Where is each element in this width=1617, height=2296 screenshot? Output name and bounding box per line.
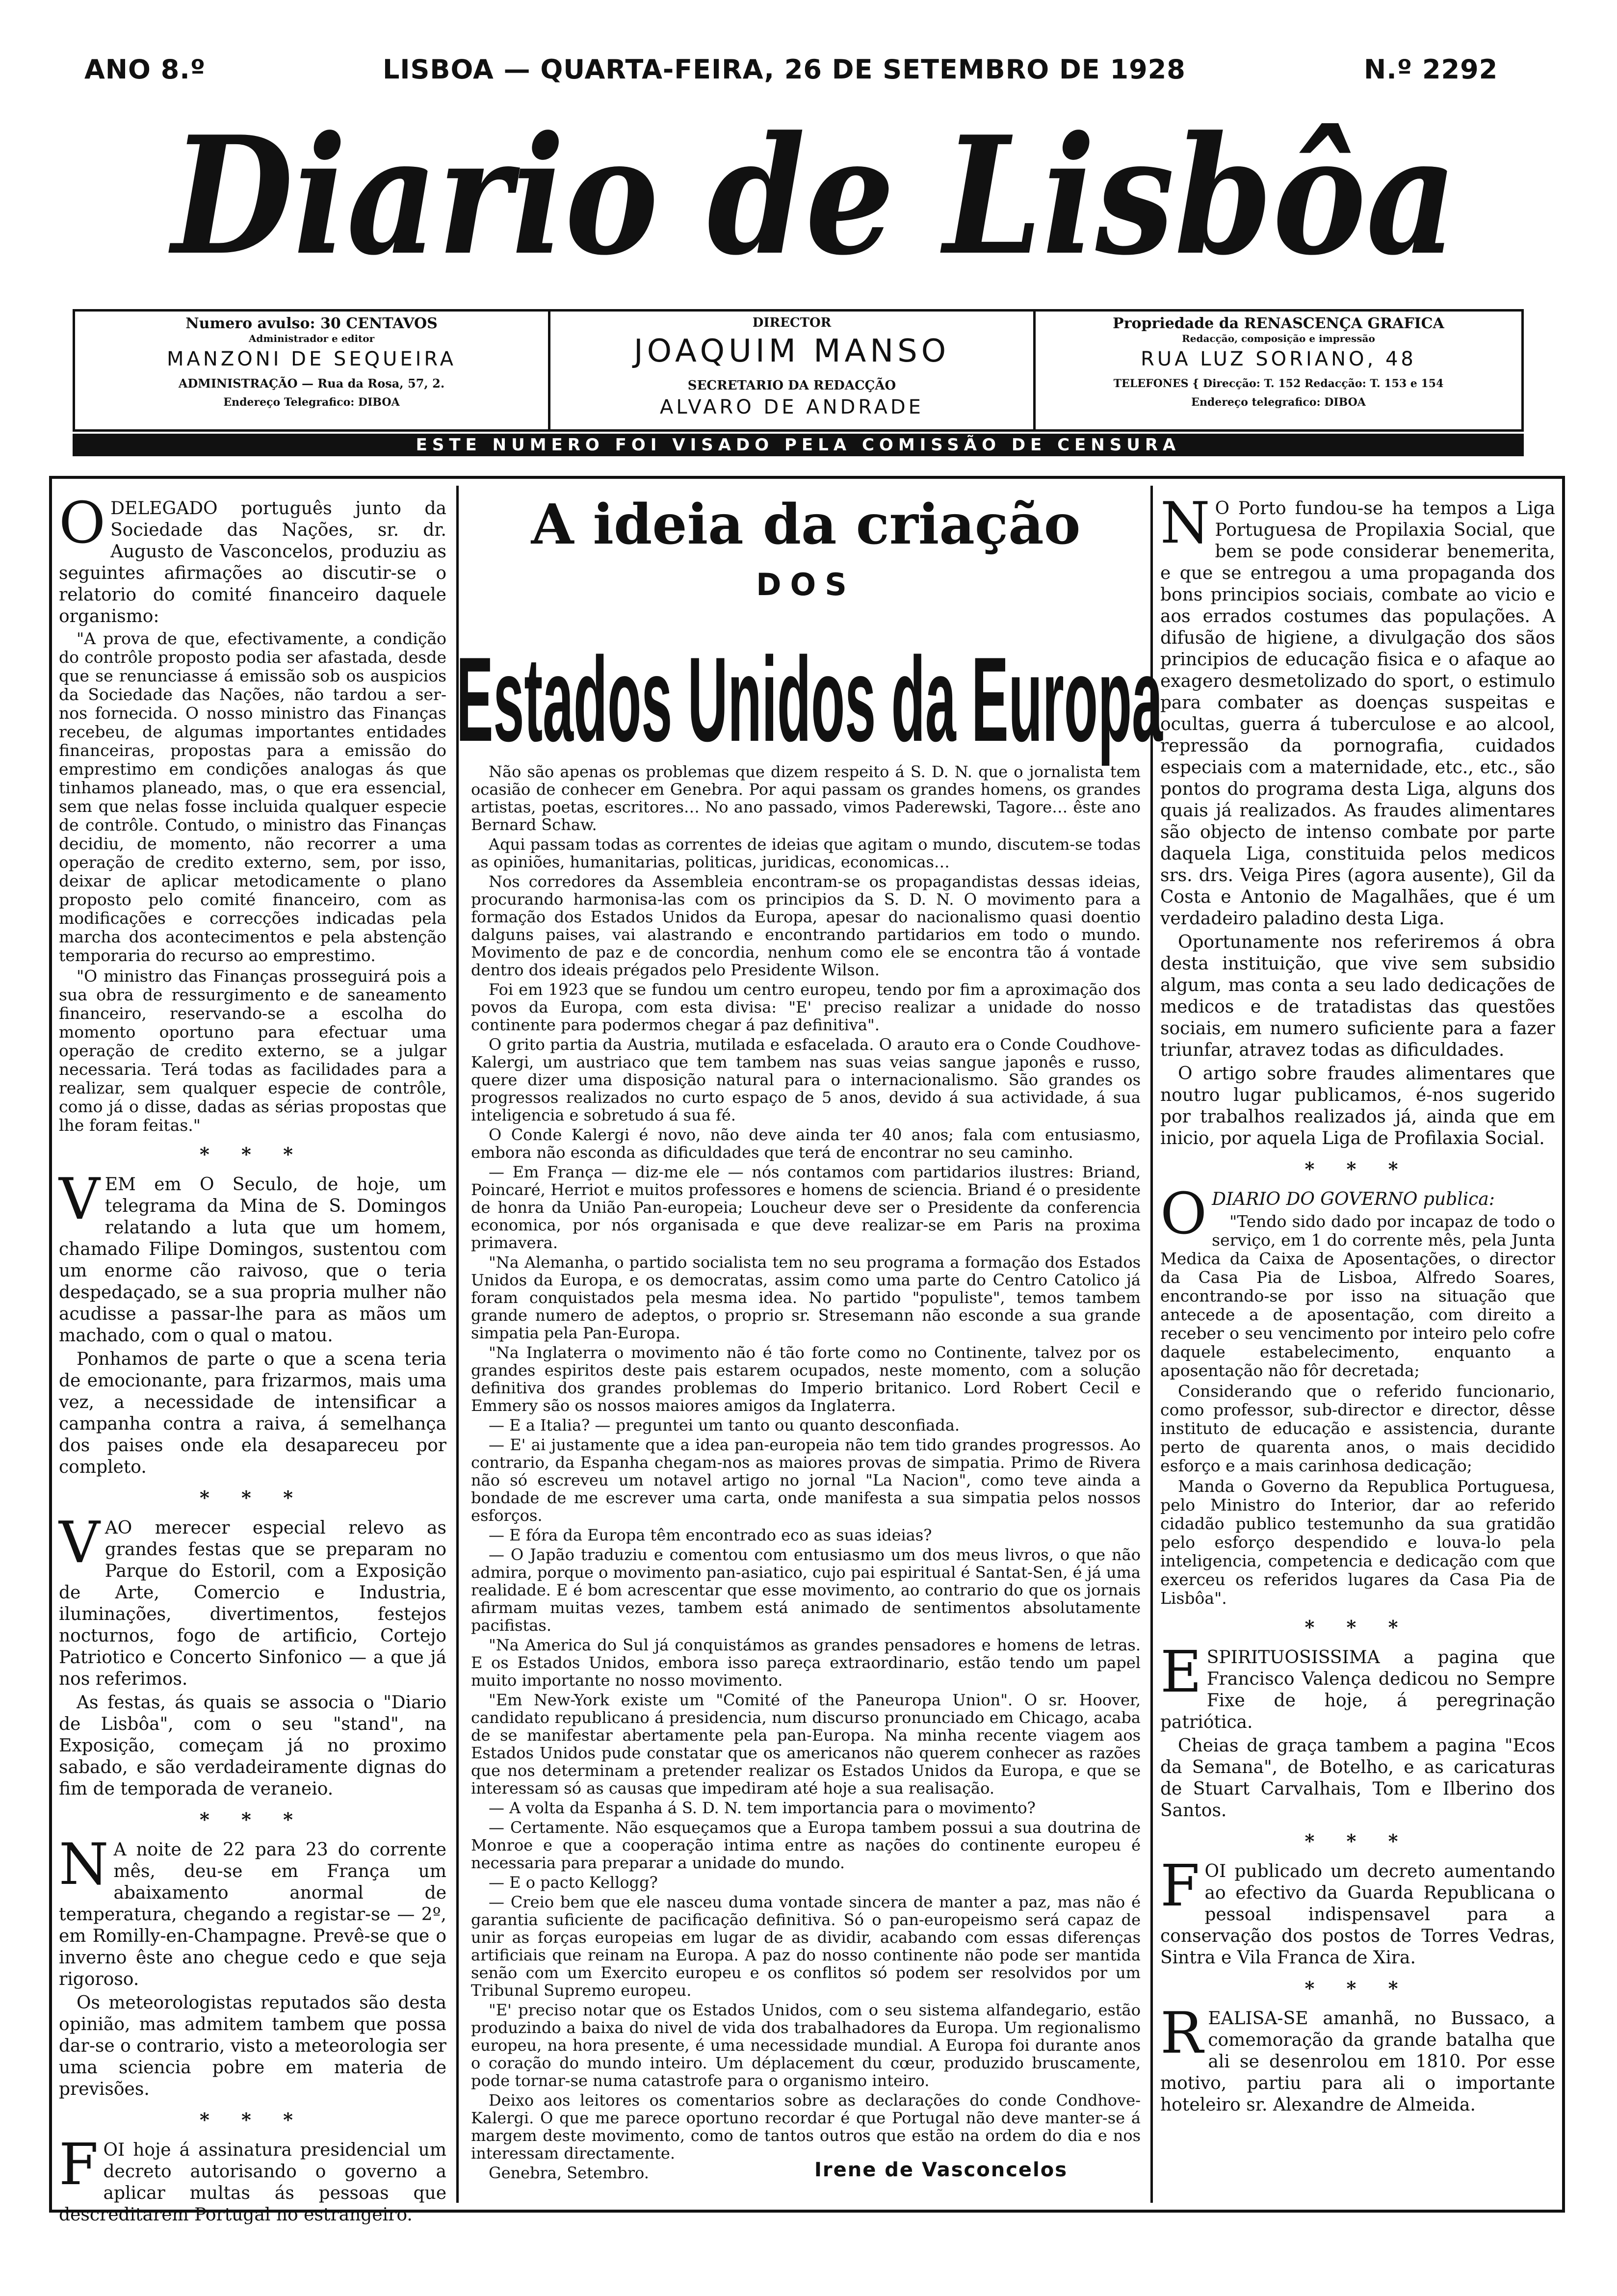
- director-name: JOAQUIM MANSO: [633, 333, 950, 369]
- administrator-label: Administrador e editor: [248, 333, 375, 344]
- dateline: LISBOA — QUARTA-FEIRA, 26 DE SETEMBRO DE 1928: [383, 54, 1186, 85]
- drop-cap: F: [59, 2132, 99, 2198]
- article-paragraph: ESPIRITUOSISSIMA a pagina que Francisco Valença dedicou no Sempre Fixe de hoje, á peregrinação patriótica.: [1160, 1639, 1555, 1732]
- article-paragraph: VEM em O Seculo, de hoje, um telegrama da Mina de S. Domingos relatando a luta que um homem, chamado Filipe Domingos, sustentou com um enorme cão raivoso, que o teria despedaçado, se a sua propria mulher não acudisse a passar-lhe para as mãos um machado, com o qual o matou.: [59, 1166, 446, 1346]
- headline-line3: [442, 618, 1177, 766]
- article-paragraph: — Em França — diz-me ele — nós contamos com partidarios ilustres: Briand, Poincaré, Herriot e muitos professores e homens de sciencia. Briand é o presidente de honra da União Pan-europeia; Loucheur deve ser o Presidente da conferencia economica, por nós organisada e que deve realizar-se em Paris na proxima primavera.: [471, 1163, 1141, 1252]
- volume-number: ANO 8.º: [84, 54, 206, 85]
- article-paragraph: — O Japão traduziu e comentou com entusiasmo um dos meus livros, o que não admira, porque o movimento pan-asiatico, cujo pai espiritual é Santat-Sen, é já uma realidade. E é bom acrescentar que esse movimento, ao contrario do que os jornais afirmam muitas vezes, tambem está animado de sentimentos absolutamente pacifistas.: [471, 1545, 1141, 1635]
- administrator-name: MANZONI DE SEQUEIRA: [167, 348, 456, 370]
- article-paragraph: — E a Italia? — preguntei um tanto ou quanto desconfiada.: [489, 1416, 960, 1435]
- masthead: [162, 101, 1467, 291]
- author-signature: Irene de Vasconcelos: [814, 2159, 1068, 2181]
- article-paragraph: Nos corredores da Assembleia encontram-se os propagandistas dessas ideias, procurando harmonisa-las com os principios da S. D. N. O movimento para a formação dos Estados Unidos da Europa, apesar do nacionalismo quasi doentio dalguns paises, vai alastrando e encontrando partidarios em todo o mundo. Movimento de paz e de concordia, nenhum como ele se encontra tão á vontade dentro dos ideais prégados pelo Presidente Wilson.: [471, 872, 1141, 979]
- ownership-line: Propriedade da RENASCENÇA GRAFICA: [1113, 315, 1444, 332]
- drop-cap: O: [59, 490, 106, 556]
- drop-cap: R: [1160, 2000, 1203, 2066]
- drop-cap: F: [1160, 1853, 1200, 1919]
- article-paragraph: Os meteorologistas reputados são desta opinião, mas admitem tambem que possa dar-se o contrario, visto a meteorologia ser uma sciencia pobre em materia de previsões.: [59, 1993, 446, 2099]
- article-dateline: Genebra, Setembro.: [489, 2164, 649, 2182]
- article-paragraph: Foi em 1923 que se fundou um centro europeu, tendo por fim a aproximação dos povos da Europa, com esta divisa: "E' preciso realizar a unidade do nosso continente para podermos chegar á paz definitiva".: [471, 980, 1141, 1034]
- header-box-ownership: [1033, 309, 1524, 432]
- article-paragraph: — Creio bem que ele nasceu duma vontade sincera de manter a paz, mas não é garantia suficiente de pacificação definitiva. Só o pan-europeismo será capaz de unir as forças europeias em lugar de as dividir, acabando com essas diferenças artificiais que reinam na Europa. A paz do nosso continente não pode ser mantida senão com um Exercito europeu e os conflitos só podem ser resolvidos por um Tribunal Supremo europeu.: [471, 1893, 1141, 2000]
- article-paragraph: — E' ai justamente que a idea pan-europeia não tem tido grandes progressos. Ao contrario, da Espanha chegam-nos as maiores provas de simpatia. Primo de Rivera não só escreveu um notavel artigo no jornal "La Nacion", como teve ainda a bondade de me escrever uma carta, onde manifesta a sua simpatia pelos nossos esforços.: [471, 1435, 1141, 1525]
- telegraph-address: Endereço Telegrafico: DIBOA: [223, 396, 400, 409]
- section-separator: * * *: [199, 2109, 306, 2131]
- section-separator: * * *: [199, 1487, 306, 1509]
- middle-column: [471, 763, 1141, 2205]
- drop-cap: N: [1160, 490, 1210, 556]
- section-separator: * * *: [1304, 1830, 1411, 1852]
- article-paragraph: — E o pacto Kellogg?: [489, 1873, 658, 1892]
- article-paragraph: Considerando que o referido funcionario, como professor, sub-director e director, dêsse instituto de educação e assistencia, durante perto de quarenta anos, o mais decidido esforço e a mais carinhosa dedicação;: [1160, 1382, 1555, 1475]
- article-paragraph: REALISA-SE amanhã, no Bussaco, a comemoração da grande batalha que ali se desenrolou em 1810. Por esse motivo, partiu para ali o importante hoteleiro sr. Alexandre de Almeida.: [1160, 2000, 1555, 2115]
- article-paragraph: O Conde Kalergi é novo, não deve ainda ter 40 anos; fala com entusiasmo, embora não esconda as dificuldades que terá de encontrar no seu caminho.: [471, 1125, 1141, 1162]
- secretary-name: ALVARO DE ANDRADE: [660, 396, 924, 418]
- price-line: Numero avulso: 30 CENTAVOS: [185, 315, 438, 332]
- printing-label: Redacção, composição e impressão: [1182, 333, 1375, 344]
- drop-cap: E: [1160, 1639, 1202, 1705]
- article-paragraph: N A noite de 22 para 23 do corrente mês, deu-se em França um abaixamento anormal de temperatura, chegando a registar-se — 2º, em Romilly-en-Champagne. Prevê-se que o inverno êste ano chegue cedo e que seja rigoroso.: [59, 1831, 446, 1989]
- article-paragraph: O artigo sobre fraudes alimentares que noutro lugar publicamos, é-nos sugerido por trabalhos realizados já, ainda que em inicio, por aquela Liga de Profilaxia Social.: [1160, 1064, 1555, 1148]
- article-paragraph: FOI hoje á assinatura presidencial um decreto autorisando o governo a aplicar multas ás pessoas que descreditarem Portugal no estrangeiro.: [59, 2132, 446, 2225]
- article-paragraph: As festas, ás quais se associa o "Diario de Lisbôa", com o seu "stand", na Exposição, começam já no proximo sabado, e são verdadeiramente dignas do fim de temporada de veraneio.: [59, 1693, 446, 1799]
- article-paragraph: N O Porto fundou-se ha tempos a Liga Portuguesa de Propilaxia Social, que bem se pode considerar benemerita, e que se entregou a uma propaganda dos bons principios sociais, combate ao vicio e aos errados costumes das populações. A difusão de higiene, a divulgação dos sãos principios de educação fisica e o afaque ao exagero desmetolizado do sport, o estimulo para combater as doenças suspeitas e ocultas, guerra á tuberculose e ao alcool, repressão da pornografia, cuidados especiais com a maternidade, etc., etc., são pontos do programa desta Liga, alguns dos quais já realizados. As fraudes alimentares são objecto de intenso combate por parte daquela Liga, constituida pelos medicos srs. drs. Veiga Pires (agora ausente), Gil da Costa e Antonio de Magalhães, que é um verdadeiro paladino desta Liga.: [1160, 490, 1555, 929]
- telephone-numbers: TELEFONES { Direcção: T. 152 Redacção: T. 153 e 154: [1113, 377, 1444, 390]
- issue-number: N.º 2292: [1364, 54, 1498, 85]
- article-paragraph: Cheias de graça tambem a pagina "Ecos da Semana", de Botelho, e as caricaturas de Stuart Carvalhais, Tom e Ilberino dos Santos.: [1160, 1736, 1555, 1821]
- section-separator: * * *: [1304, 1977, 1411, 1999]
- censorship-notice: ESTE NUMERO FOI VISADO PELA COMISSÃO DE CENSURA: [73, 434, 1524, 456]
- article-paragraph: ODIARIO DO GOVERNO publica:: [1160, 1181, 1495, 1247]
- article-paragraph: — A volta da Espanha á S. D. N. tem importancia para o movimento?: [489, 1799, 1036, 1817]
- drop-cap: N: [59, 1831, 109, 1898]
- article-paragraph: "Tendo sido dado por incapaz de todo o serviço, em 1 do corrente mês, pela Junta Medica da Caixa de Aposentações, o director da Casa Pia de Lisboa, Alfredo Soares, encontrando-se por isso na situação que antecede a de aposentação, com direito a receber o seu vencimento por inteiro pelo cofre daquele estabelecimento, enquanto a aposentação não fôr decretada;: [1160, 1212, 1555, 1380]
- left-column: [59, 490, 446, 2225]
- article-paragraph: "Na Inglaterra o movimento não é tão forte como no Continente, talvez por os grandes espiritos deste pais estarem ocupados, neste momento, com a solução definitiva dos grandes problemas do Imperio britanico. Lord Robert Cecil e Emmery são os nossos maiores amigos da Inglaterra.: [471, 1343, 1141, 1415]
- article-paragraph: Não são apenas os problemas que dizem respeito á S. D. N. que o jornalista tem ocasião de conhecer em Genebra. Por aqui passam os grandes homens, os grandes artistas, poetas, escritores… No ano passado, vimos Paderewski, Tagore… êste ano Bernard Schaw.: [471, 762, 1141, 834]
- article-paragraph: Aqui passam todas as correntes de ideias que agitam o mundo, discutem-se todas as opiniões, humanitarias, politicas, juridicas, economicas…: [471, 835, 1141, 871]
- drop-cap: V: [59, 1510, 100, 1576]
- article-paragraph: O grito partia da Austria, mutilada e esfacelada. O arauto era o Conde Coudhove-Kalergi, um austriaco que tem tambem nas suas veias sangue japonês e russo, quere dizer uma disposição natural para o internacionalismo. São grandes os progressos realizados no curto espaço de 5 anos, devido á sua actividade, á sua inteligencia e sobretudo á sua fé.: [471, 1035, 1141, 1124]
- article-paragraph: "Na America do Sul já conquistámos as grandes pensadores e homens de letras. E os Estados Unidos, embora isso pareça extraordinario, estão tendo um papel muito importante no nosso movimento.: [471, 1636, 1141, 1690]
- article-paragraph: "Na Alemanha, o partido socialista tem no seu programa a formação dos Estados Unidos da Europa, e os democratas, assim como uma parte do Centro Catolico já foram conquistados pela mesma idea. No partido "populiste", temos tambem grande numero de adeptos, o proprio sr. Stresemann não esconde a sua grande simpatia pela Pan-Europa.: [471, 1253, 1141, 1342]
- article-paragraph: "Em New-York existe um "Comité of the Paneuropa Union". O sr. Hoover, candidato republicano á presidencia, num discurso pronunciado em Chicago, acaba de se manifestar abertamente pela pan-Europa. Na minha recente viagem aos Estados Unidos pude constatar que os americanos não querem conhecer as razões que nos determinam a pretender realizar os Estados Unidos da Europa, e que se interessam só as causas que impediram até hoje a sua realisação.: [471, 1691, 1141, 1798]
- right-column: [1160, 490, 1555, 2205]
- section-separator: * * *: [199, 1143, 306, 1165]
- article-paragraph: — E fóra da Europa têm encontrado eco as suas ideias?: [489, 1526, 932, 1544]
- editorial-address: RUA LUZ SORIANO, 48: [1141, 348, 1416, 370]
- article-paragraph: Ponhamos de parte o que a scena teria de emocionante, para frizarmos, mais uma vez, a necessidade de intensificar a campanha contra a raiva, á semelhança dos paises onde ela desapareceu por completo.: [59, 1349, 446, 1477]
- article-paragraph: Deixo aos leitores os comentarios sobre as declarações do conde Condhove-Kalergi. O que me parece oportuno recordar é que Portugal não deve manter-se á margem deste movimento, como de tantos outros que estão na ordem do dia e nos interessam directamente.: [471, 2091, 1141, 2163]
- drop-cap: V: [59, 1166, 100, 1232]
- article-paragraph: "E' preciso notar que os Estados Unidos, com o seu sistema alfandegario, estão produzindo a baixa do nivel de vida dos trabalhadores da Europa. Um regionalismo europeu, na hora presente, é uma necessidade mundial. A Europa foi durante anos o coração do mundo inteiro. Um déplacement du cœur, produzido bruscamente, pode tornar-se numa catastrofe para o organismo inteiro.: [471, 2001, 1141, 2090]
- header-box-subscription: [73, 309, 550, 432]
- header-box-direction: [550, 309, 1033, 432]
- headline-main: Estados Unidos da Europa: [456, 632, 1163, 766]
- section-separator: * * *: [1304, 1616, 1411, 1638]
- article-paragraph: "A prova de que, efectivamente, a condição do contrôle proposto podia ser afastada, desde que se renunciasse á emissão sob os auspicios da Sociedade das Nações, não tardou a ser-nos fornecida. O nosso ministro das Finanças recebeu, de algumas importantes entidades financeiras, propostas para a emissão do emprestimo em condições analogas ás que tinhamos planeado, mas, o que era essencial, sem que nelas fosse incluida qualquer especie de contrôle. Contudo, o ministro das Finanças decidiu, de momento, não recorrer a uma operação de credito externo, sem, por isso, deixar de aplicar metodicamente o plano proposto pelo comité financeiro, com as modificações e correcções indicadas pela marcha dos acontecimentos e pela abstenção temporaria do recurso ao emprestimo.: [59, 629, 446, 965]
- secretary-label: SECRETARIO DA REDACÇÃO: [687, 378, 896, 393]
- section-separator: * * *: [1304, 1158, 1411, 1180]
- telegraph-address: Endereço telegrafico: DIBOA: [1191, 396, 1366, 409]
- headline-line2: DOS: [756, 567, 856, 602]
- section-separator: * * *: [199, 1808, 306, 1830]
- article-paragraph: Oportunamente nos referiremos á obra desta instituição, que vive sem subsidio algum, mas conta a seu lado dedicações de medicos e de tratadistas das questões sociais, em numero suficiente para a fazer triunfar, atravez todas as dificuldades.: [1160, 932, 1555, 1060]
- director-label: DIRECTOR: [752, 315, 832, 330]
- article-paragraph: ODELEGADO português junto da Sociedade das Nações, sr. dr. Augusto de Vasconcelos, produziu as seguintes afirmações ao discutir-se o relatorio do comité financeiro daquele organismo:: [59, 490, 446, 626]
- article-paragraph: "O ministro das Finanças prosseguirá pois a sua obra de ressurgimento e de saneamento financeiro, reservando-se a escolha do momento oportuno para efectuar uma operação de credito externo, se a julgar necessaria. Terá todas as facilidades para a realizar, sem qualquer especie de contrôle, como já o disse, dadas as sérias propostas que lhe foram feitas.": [59, 966, 446, 1135]
- masthead-title: Diario de Lisbôa: [167, 101, 1458, 291]
- administration-address: ADMINISTRAÇÃO — Rua da Rosa, 57, 2.: [178, 376, 445, 391]
- article-paragraph: FOI publicado um decreto aumentando ao efectivo da Guarda Republicana o pessoal indispensavel para a conservação dos postos de Torres Vedras, Sintra e Vila Franca de Xira.: [1160, 1853, 1555, 1968]
- article-paragraph: VAO merecer especial relevo as grandes festas que se preparam no Parque do Estoril, com a Exposição de Arte, Comercio e Industria, iluminações, divertimentos, festejos nocturnos, fogo de artificio, Cortejo Patriotico e Concerto Sinfonico — a que já nos referimos.: [59, 1510, 446, 1689]
- drop-cap: O: [1160, 1181, 1207, 1247]
- article-paragraph: Manda o Governo da Republica Portuguesa, pelo Ministro do Interior, dar ao referido cidadão publico testemunho da sua gratidão pelo esforço despendido e louva-lo pela inteligencia, competencia e dedicação com que exerceu os referidos lugares da Casa Pia de Lisbôa".: [1160, 1477, 1555, 1608]
- article-paragraph: — Certamente. Não esqueçamos que a Europa tambem possui a sua doutrina de Monroe e que a cooperação intima entre as nações do continente europeu é necessaria para preparar a unidade do mundo.: [471, 1818, 1141, 1872]
- headline-line1: A ideia da criação: [531, 493, 1081, 557]
